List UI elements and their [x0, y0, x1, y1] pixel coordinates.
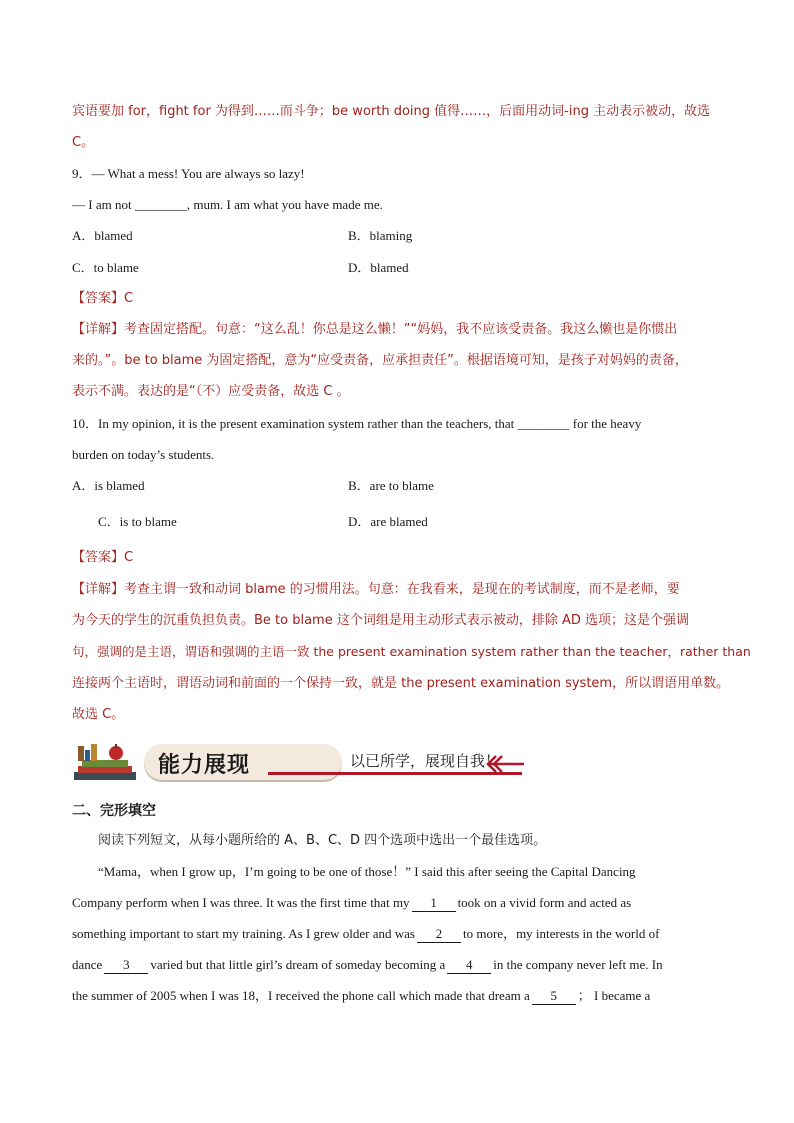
section-banner	[72, 738, 532, 786]
previous-detail-line: 宾语要加 for，fight for 为得到……而斗争；be worth doing 值得……，后面用动词-ing 主动表示被动，故选	[72, 104, 711, 119]
detail-text: 考查固定搭配。句意：“这么乱！你总是这么懒！”“妈妈，我不应该受责备。我这么懒也是你惯出	[124, 322, 678, 337]
previous-detail-line: C。	[72, 135, 95, 150]
stem-text: , mum. I am what you have made me.	[186, 197, 383, 212]
question-10-stem-line2: burden on today’s students.	[72, 447, 215, 462]
arrow-left-icon	[484, 752, 528, 776]
option-d: D．are blamed	[348, 514, 428, 529]
option-b: B．are to blame	[348, 478, 434, 493]
passage-text: dance	[72, 957, 103, 972]
passage-text: in the company never left me. In	[493, 957, 663, 972]
detail-line: 故选 C。	[72, 707, 125, 722]
stem-text: 10．In my opinion, it is the present examination system rather than the teachers, that	[72, 416, 515, 431]
passage-line: “Mama，when I grow up，I’m going to be one of those！” I said this after seeing the Capital Dancing	[98, 864, 636, 879]
passage-text: something important to start my training. As I grew older and was	[72, 926, 415, 941]
answer-line	[72, 289, 722, 309]
cloze-blank-2: 2	[417, 926, 461, 943]
answer-blank: ________	[134, 197, 187, 212]
answer-value: C	[124, 291, 134, 306]
passage-line	[72, 924, 722, 944]
section-title: 二、完形填空	[72, 803, 156, 819]
detail-line: 来的。”。be to blame 为固定搭配，意为“应受责备，应承担责任”。根据语境可知，是孩子对妈妈的责备，	[72, 353, 688, 368]
detail-text: 考查主谓一致和动词 blame 的习惯用法。句意：在我看来，是现在的考试制度，而不是老师，要	[124, 582, 680, 597]
cloze-blank-3: 3	[104, 957, 148, 974]
banner-slogan: 以已所学，展现自我！	[350, 752, 501, 770]
passage-text: Company perform when I was three. It was the first time that my	[72, 895, 410, 910]
instruction: 阅读下列短文，从每小题所给的 A、B、C、D 四个选项中选出一个最佳选项。	[98, 833, 547, 848]
banner-title: 能力展现	[158, 753, 251, 778]
passage-line	[72, 955, 722, 975]
cloze-blank-1: 1	[412, 895, 456, 912]
answer-label: 【答案】	[72, 550, 125, 565]
question-10-stem	[72, 414, 722, 434]
detail-line	[72, 320, 722, 340]
answer-line	[72, 548, 722, 568]
cloze-blank-5: 5	[532, 988, 576, 1005]
question-9-stem-line2	[72, 195, 722, 215]
option-a: A．is blamed	[72, 478, 145, 493]
cloze-blank-4: 4	[447, 957, 491, 974]
passage-text: varied but that little girl’s dream of someday becoming a	[150, 957, 446, 972]
passage-line	[72, 986, 722, 1006]
detail-line: 连接两个主语时，谓语动词和前面的一个保持一致，就是 the present examination system，所以谓语用单数。	[72, 676, 730, 691]
option-a: A．blamed	[72, 228, 133, 243]
passage-text: ； I became a	[577, 988, 651, 1003]
detail-line: 句，强调的是主语，谓语和强调的主语一致 the present examination system rather than the teacher，rather than	[72, 644, 751, 659]
option-c: C．to blame	[72, 260, 139, 275]
answer-label: 【答案】	[72, 291, 125, 306]
question-9-stem: 9．— What a mess! You are always so lazy!	[72, 166, 305, 181]
passage-text: took on a vivid form and acted as	[457, 895, 632, 910]
passage-text: to more，my interests in the world of	[463, 926, 660, 941]
option-c: C．is to blame	[98, 514, 177, 529]
detail-label: 【详解】	[72, 322, 125, 337]
passage-text: the summer of 2005 when I was 18，I received the phone call which made that dream a	[72, 988, 530, 1003]
detail-line	[72, 580, 722, 600]
stem-text: for the heavy	[569, 416, 642, 431]
answer-blank: ________	[517, 416, 570, 431]
option-b: B．blaming	[348, 228, 413, 243]
detail-line: 为今天的学生的沉重负担负责。Be to blame 这个词组是用主动形式表示被动，排除 AD 选项；这是个强调	[72, 613, 690, 628]
option-d: D．blamed	[348, 260, 409, 275]
books-icon	[72, 742, 142, 782]
detail-label: 【详解】	[72, 582, 125, 597]
passage-line	[72, 893, 722, 913]
answer-value: C	[124, 550, 134, 565]
detail-line: 表示不满。表达的是“（不）应受责备，故选 C 。	[72, 384, 350, 399]
stem-text: — I am not	[72, 197, 132, 212]
